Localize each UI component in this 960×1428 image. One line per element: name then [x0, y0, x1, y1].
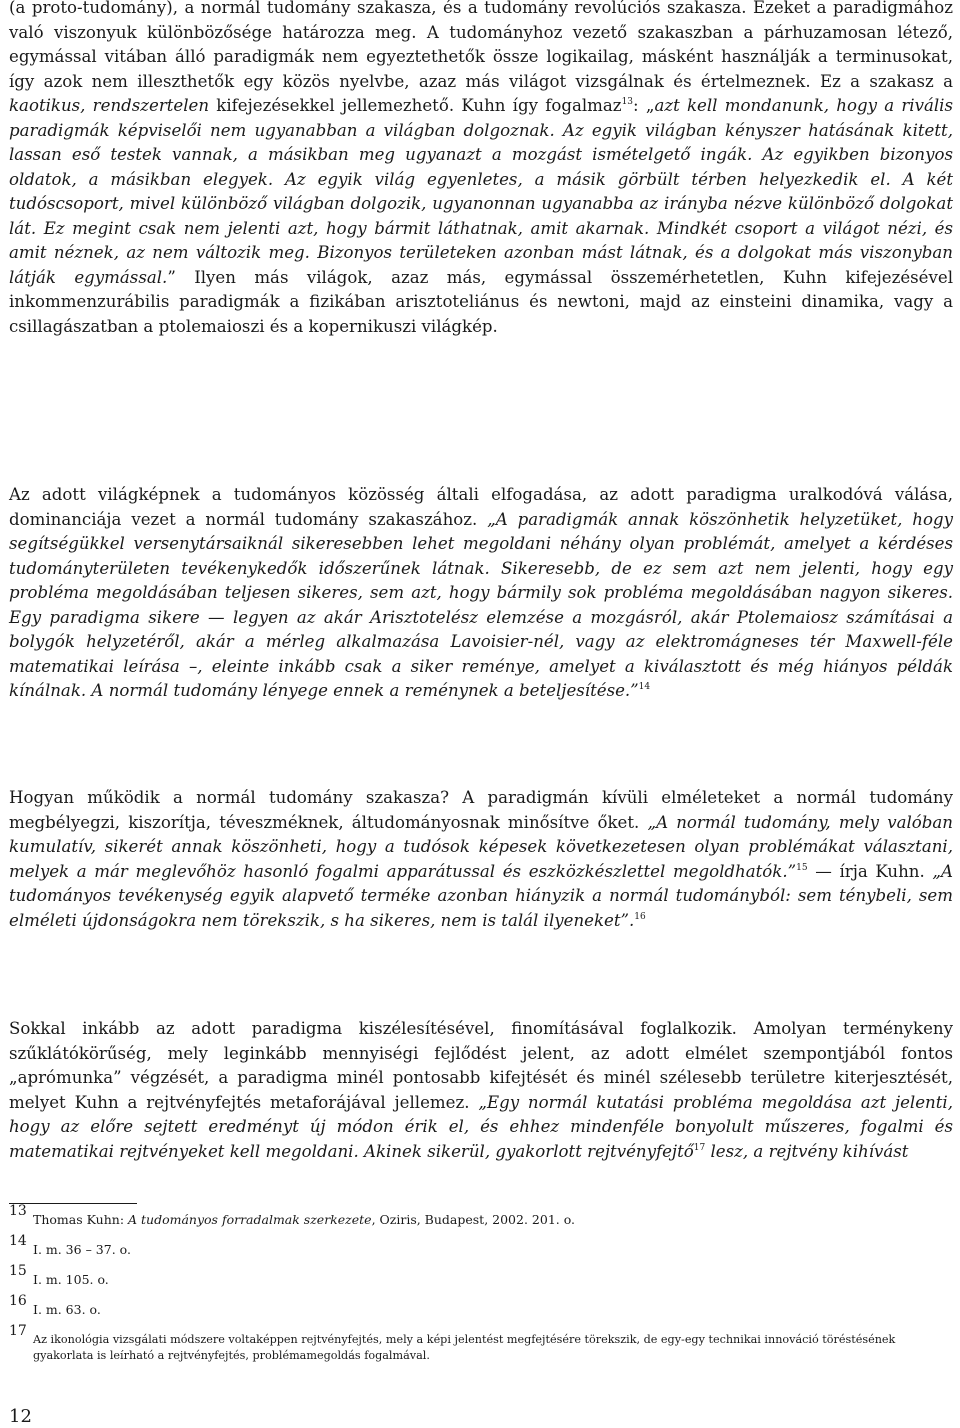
footnote-text: , Oziris, Budapest, 2002. 201. o.: [371, 1212, 575, 1227]
p3-text-c: — írja Kuhn.: [807, 861, 933, 881]
footnote-number: 16: [9, 1293, 27, 1309]
footnote-ref-16: 16: [634, 911, 646, 922]
footnote-14: [9, 1233, 953, 1260]
footnote-17: [9, 1323, 953, 1363]
paragraph-3: [9, 786, 953, 933]
p3-text-d: „A tudományos tevékenység egyik alapvető terméke azonban hiányzik a normál tudományból: sem ténybeli, sem elméleti újdonságokra nem törekszik, s ha sikeres, nem is talál ilyeneket”.: [9, 861, 953, 930]
page-number: 12: [9, 1406, 32, 1427]
footnote-separator: [9, 1203, 137, 1204]
p3-text-b: „A normál tudomány, mely valóban kumulatív, sikerét annak köszönheti, hogy a tudósok képesek következetesen olyan problémákat választani, melyek a már meglevőhöz hasonló fogalmi apparátussal és eszközkészlettel megoldhatók.”: [9, 812, 953, 881]
footnote-13: [9, 1203, 953, 1230]
footnote-text: I. m. 63. o.: [33, 1302, 101, 1317]
p1-text-e: azt kell mondanunk, hogy a rivális paradigmák képviselői nem ugyanabban a világban dolgoznak. Az egyik világban kényszer hatásának kitett, lassan eső testek vannak, a másikban meg ugyanazt a mozgást ismételgető ingák. Az egyikben bizonyos oldatok, a másikban elegyek. Az egyik világ egyenletes, a másik görbült térben helyezkedik el. A két tudóscsoport, mivel különböző világban dolgozik, ugyanonnan ugyanabba az irányba nézve különböző dolgokat lát. Ez megint csak nem jelenti azt, hogy bármit láthatnak, amit akarnak. Mindkét csoport a világot nézi, és amit néznek, az nem változik meg. Bizonyos területeken azonban mást látnak, és a dolgokat más viszonyban látják egymással.: [9, 96, 953, 287]
footnote-title: A tudományos forradalmak szerkezete: [128, 1212, 372, 1227]
footnote-text: Thomas Kuhn:: [33, 1212, 129, 1227]
footnote-text: I. m. 36 – 37. o.: [33, 1242, 131, 1257]
footnote-text: Az ikonológia vizsgálati módszere voltaképpen rejtvényfejtés, mely a képi jelentést megfejtésére törekszik, de egy-egy technikai innováció töréstésének gyakorlata is leírható a rejtvényfejtés, problémamegoldás fogalmával.: [33, 1333, 896, 1362]
p1-text-f: ” Ilyen más világok, azaz más, egymással összemérhetetlen, Kuhn kifejezésével inkommenzurábilis paradigmák a fizikában arisztoteliánus és newtoni, majd az einsteini dinamika, vagy a csillagászatban a ptolemaioszi és a kopernikuszi világkép.: [9, 267, 954, 336]
paragraph-2: [9, 483, 953, 704]
footnote-text: I. m. 105. o.: [33, 1272, 109, 1287]
footnote-ref-17: 17: [693, 1142, 706, 1153]
p1-text-c: kifejezésekkel jellemezhető. Kuhn így fogalmaz: [209, 96, 622, 115]
p3-text-a: Hogyan működik a normál tudomány szakasza? A paradigmán kívüli elméleteket a normál tudomány megbélyegzi, kiszorítja, téveszméknek, áltudományosnak minősítve őket.: [9, 788, 953, 832]
p1-text-a: (a proto-tudomány), a normál tudomány szakasza, és a tudomány revolúciós szakasza. Ezeket a paradigmához való viszonyuk különbözősége határozza meg. A tudományhoz vezető szakaszban a párhuzamosan létező, egymással vitában álló paradigmák nem egyeztethetők össze logikailag, másként használják a terminusokat, így azok nem illeszthetők egy közös nyelvbe, azaz más világot vizsgálnak és értelmeznek. Ez a szakasz a: [9, 0, 953, 91]
footnote-15: [9, 1263, 953, 1290]
footnote-number: 14: [9, 1233, 27, 1249]
p4-text-a: Sokkal inkább az adott paradigma kiszélesítésével, finomításával foglalkozik. Amolyan terménykeny szűklátókörűség, mely leginkább mennyiségi fejlődést jelent, az adott elmélet szempontjából fontos „aprómunka” végzését, a paradigma minél pontosabb kifejtését és minél szélesebb területre kiterjesztését, melyet Kuhn a rejtvényfejtés metaforájával jellemez.: [9, 1019, 953, 1112]
footnote-number: 15: [9, 1263, 27, 1279]
footnote-number: 17: [9, 1323, 27, 1339]
footnotes: [9, 1203, 953, 1375]
p4-text-c: lesz, a rejtvény kihívást: [705, 1141, 909, 1161]
p4-text-b: „Egy normál kutatási probléma megoldása azt jelenti, hogy az előre sejtett eredményt új módon érik el, és ehhez mindenféle bonyolult műszeres, fogalmi és matematikai rejtvényeket kell megoldani. Akinek sikerül, gyakorlott rejtvényfejtő: [9, 1092, 953, 1161]
footnote-16: [9, 1293, 953, 1320]
paragraph-4: [9, 1017, 953, 1164]
footnote-ref-15: 15: [796, 862, 808, 873]
p1-text-b: kaotikus, rendszertelen: [9, 96, 210, 115]
footnote-ref-13: 13: [621, 97, 634, 107]
p2-text-b: „A paradigmák annak köszönhetik helyzetüket, hogy segítségükkel versenytársaiknál sikeresebben lehet megoldani néhány olyan problémát, amelyet a kérdéses tudományterületen tevékenykedők időszerűnek látnak. Sikeresebb, de ez sem azt nem jelenti, hogy egy probléma megoldásában teljesen sikeres, sem azt, hogy bármily sok probléma megoldásában nagyon sikeres. Egy paradigma sikere — legyen az akár Arisztotelész elemzése a mozgásról, akár Ptolemaiosz számításai a bolygók helyzetéről, akár a mérleg alkalmazása Lavoisier-nél, vagy az elektromágneses tér Maxwell-féle matematikai leírása –, eleinte inkább csak a siker reménye, amelyet a kiválasztott és még hiányos példák kínálnak. A normál tudomány lényege ennek a reménynek a beteljesítése.”: [9, 509, 953, 700]
p1-text-d: : „: [633, 96, 655, 115]
footnote-ref-14: 14: [638, 682, 651, 692]
footnote-number: 13: [9, 1203, 27, 1219]
p2-text-a: Az adott világképnek a tudományos közösség általi elfogadása, az adott paradigma uralkodóvá válása, dominanciája vezet a normál tudomány szakaszához.: [9, 485, 953, 529]
paragraph-1: [9, 0, 953, 339]
